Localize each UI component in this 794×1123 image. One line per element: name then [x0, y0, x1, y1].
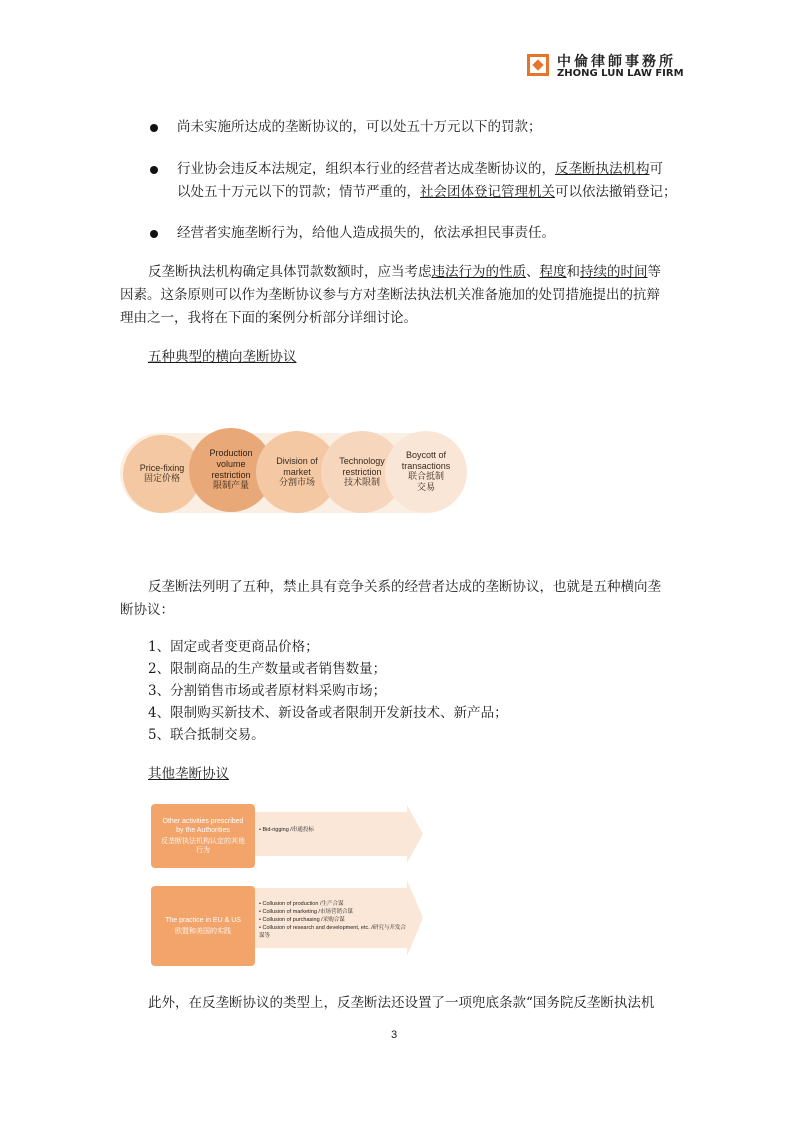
underlined-term: 反垄断执法机构 [555, 161, 650, 177]
page-number: 3 [391, 1029, 398, 1041]
underlined-term: 违法行为的性质 [431, 264, 526, 280]
list-item: 1、固定或者变更商品价格； [148, 639, 319, 655]
list-item: 3、分割销售市场或者原材料采购市场； [148, 683, 387, 699]
text-part: 反垄断执法机构确定具体罚款数额时，应当考虑 [148, 264, 432, 280]
box-label-cn: 反垄断执法机构认定的其他行为 [161, 837, 245, 854]
underlined-term: 程度 [539, 264, 567, 280]
box-label-en: The practice in EU & US [165, 917, 241, 924]
bullet-text-part: 可 [649, 161, 663, 177]
paragraph-line: 此外，在反垄断协议的类型上，反垄断法还设置了一项兜底条款“国务院反垄断执法机 [148, 995, 655, 1011]
item-text: Collusion of research and development, etc. /研究与开发合谋等 [259, 925, 406, 939]
agreements-diagram [120, 425, 470, 525]
bullet-text: 经营者实施垄断行为，给他人造成损失的，依法承担民事责任。 [177, 225, 555, 241]
bullet-text [177, 181, 677, 204]
list-item: • Collusion of purchasing /采购合谋 [259, 917, 345, 923]
box-label-cn: 欧盟和美国的实践 [175, 927, 231, 935]
box1-items [259, 826, 314, 834]
item-text: Collusion of marketing /市场营销合谋 [262, 909, 353, 915]
list-item: 2、限制商品的生产数量或者销售数量； [148, 661, 387, 677]
list-item: 5、联合抵制交易。 [148, 727, 265, 743]
firm-name-cn: 中倫律師事務所 [557, 54, 676, 70]
list-item: • Collusion of production /生产合谋 [259, 901, 344, 907]
paragraph-line: 反垄断法列明了五种，禁止具有竞争关系的经营者达成的垄断协议，也就是五种横向垄 [148, 579, 661, 595]
firm-logo [527, 54, 684, 82]
underlined-term: 持续的时间 [580, 264, 648, 280]
bullet-dot [150, 230, 158, 238]
text-part: 等 [647, 264, 661, 280]
bullet-dot [150, 166, 158, 174]
box-eu-us-practice [151, 886, 255, 966]
circle-label-cn: 分割市场 [278, 477, 315, 488]
circle-label-cn: 限制产量 [212, 481, 249, 491]
circle-label-en: Division of market [276, 455, 318, 477]
circle-boycott [385, 431, 467, 513]
bullet-text-part: 行业协会违反本法规定，组织本行业的经营者达成垄断协议的， [177, 161, 555, 177]
circle-label-cn: 联合抵制交易 [407, 472, 444, 493]
text-part: 和 [566, 264, 580, 280]
text-part: 、 [526, 264, 540, 280]
bullet-dot [150, 124, 158, 132]
section-heading: 其他垄断协议 [148, 766, 229, 782]
arrow-shape [254, 805, 423, 863]
item-text: Collusion of production /生产合谋 [262, 901, 344, 907]
bullet-text [177, 158, 663, 181]
circle-label-en: Price-fixing [139, 463, 185, 473]
bullet-text-part: 以处五十万元以下的罚款；情节严重的， [177, 184, 420, 200]
other-agreements-diagram [149, 800, 424, 970]
paragraph-line [148, 261, 661, 284]
list-item: 4、限制购买新技术、新设备或者限制开发新技术、新产品； [148, 705, 508, 721]
firm-logo-mark [527, 54, 549, 76]
paragraph-line: 因素。这条原则可以作为垄断协议参与方对垄断法执法机关准备施加的处罚措施提出的抗辩 [120, 287, 660, 303]
box-other-activities [151, 804, 255, 868]
item-text: Collusion of purchasing /采购合谋 [262, 917, 345, 923]
bullet-text: 尚未实施所达成的垄断协议的，可以处五十万元以下的罚款； [177, 119, 542, 135]
circle-label-en: Production volume restriction [209, 448, 253, 480]
firm-name-en: ZHONG LUN LAW FIRM [557, 68, 684, 79]
bullet-text-part: 可以依法撤销登记； [555, 184, 677, 200]
paragraph-line: 理由之一，我将在下面的案例分析部分详细讨论。 [120, 310, 417, 326]
list-item: • Bid-rigging /串通投标 [259, 827, 314, 833]
circle-label-cn: 技术限制 [343, 477, 380, 488]
circle-label-en: Technology restriction [339, 455, 385, 477]
circle-label-cn: 固定价格 [143, 474, 180, 484]
list-item: • Collusion of marketing /市场营销合谋 [259, 909, 353, 915]
list-item: • Collusion of research and development, etc. /研究与开发合谋等 [259, 925, 406, 939]
circle-label-en: Boycott of transactions [401, 450, 451, 471]
underlined-term: 社会团体登记管理机关 [420, 184, 555, 200]
paragraph-line: 断协议： [120, 602, 174, 618]
section-heading: 五种典型的横向垄断协议 [148, 349, 297, 365]
box2-items [259, 900, 409, 940]
box-label-en: Other activities prescribed by the Authorities [162, 818, 244, 834]
item-text: Bid-rigging /串通投标 [262, 827, 314, 833]
